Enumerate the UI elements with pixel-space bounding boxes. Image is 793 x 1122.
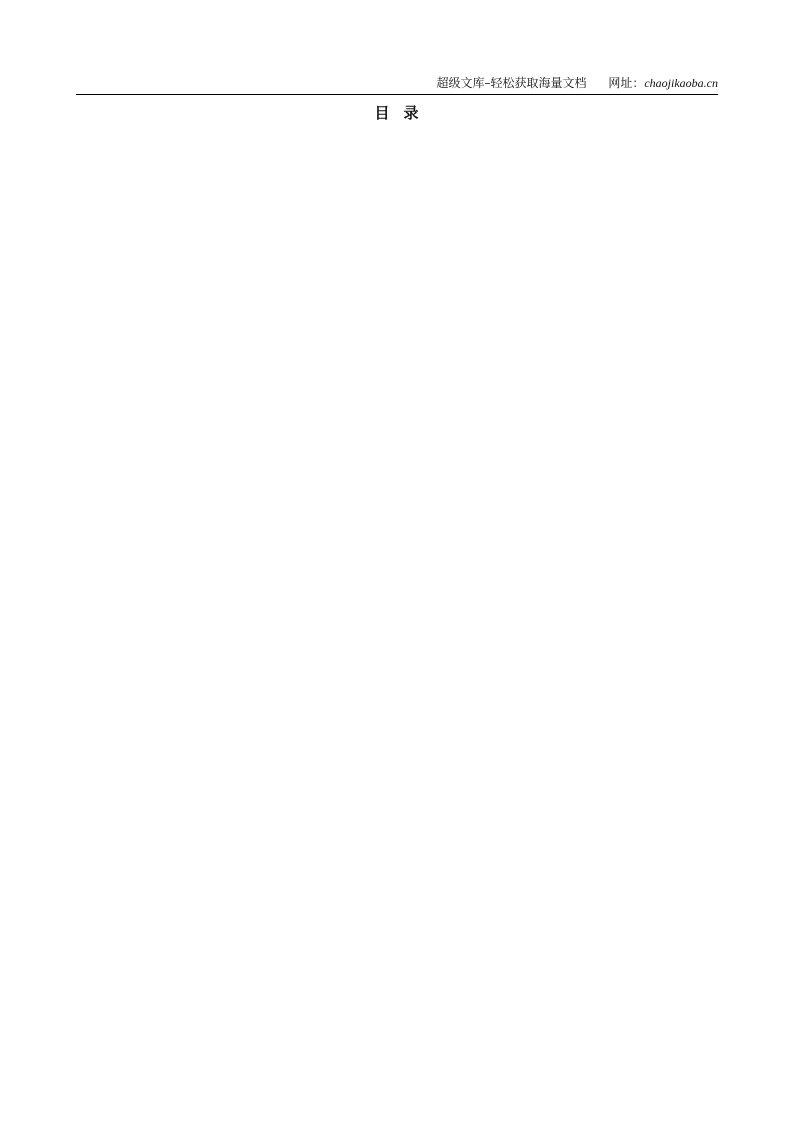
header-url-link[interactable]: chaojikaoba.cn bbox=[644, 76, 718, 90]
toc-title: 目录 bbox=[374, 104, 433, 122]
header-url-label: 网址： bbox=[608, 76, 645, 90]
header-site-name: 超级文库–轻松获取海量文档 bbox=[436, 76, 587, 90]
page-header bbox=[76, 76, 718, 95]
